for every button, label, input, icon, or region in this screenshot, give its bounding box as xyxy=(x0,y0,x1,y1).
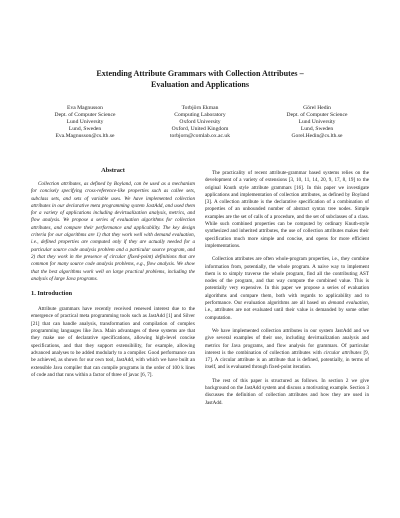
paper-title xyxy=(20,68,380,90)
paragraph-text: , i.e., attributes are not evaluated until their value is demanded by some other computation. xyxy=(205,300,370,321)
intro-paragraph-2: The practicality of recent attribute-grammar based systems relies on the development of a variety of extensions [3, 10, 11, 14, 20, 9, 17, 8, 19] to the original Knuth style attribute grammars [16]. In this paper we investigate applications and implementation of collection attributes, as defined by Boyland [3]. A collection attribute is the declarative specification of a combination of properties of an unbounded number of abstract syntax tree nodes. Simple examples are the set of calls of a procedure, and the set of subclasses of a class. While such combined properties can be computed by ordinary Knuth-style synthesized and inherited attributes, the use of collection attributes makes their specification much more simple and concise, and opens for more efficient implementations. xyxy=(205,170,369,249)
title-line-2: Evaluation and Applications xyxy=(150,80,250,89)
author-3 xyxy=(262,105,372,140)
author-location: Lund, Sweden xyxy=(300,126,334,133)
title-line-1: Extending Attribute Grammars with Collection Attributes – xyxy=(96,69,304,78)
author-name: Torbjörn Ekman xyxy=(181,105,219,111)
left-column xyxy=(31,165,195,383)
paragraph-text: Collection attributes are often whole-program properties, i.e., they combine information from, potentially, the whole program. A naive way to implement them is to simply traverse the whole program, find all the contributing AST nodes of the program, and that way compute the combined value. This is potentially very expensive. In this paper we propose a series of evaluation algorithms and compare them, both with regards to applicability and to performance. Our evaluation algorithms are all based on xyxy=(205,256,369,307)
intro-paragraph-1: Attribute grammars have recently received renewed interest due to the emergence of practical meta programming tools such as JastAdd [1] and Silver [21] that can handle analysis, transformation and compilation of complex programming languages like Java. Main advantages of these systems are that they make use of declarative specifications, allowing high-level concise specifications, and that they support extensibility, for example, allowing advanced analyses to be added modularly to a compiler. Good performance can be achieved, as shown for our own tool, JastAdd, with which we have built an extensible Java compiler that can compile programs in the order of 100 k lines of code and that runs within a factor of three of javac [6, 7]. xyxy=(31,306,195,378)
author-location: Lund, Sweden xyxy=(68,126,102,133)
author-location: Oxford, United Kingdom xyxy=(171,126,229,133)
author-name: Görel Hedin xyxy=(303,105,331,111)
author-1 xyxy=(30,105,140,140)
intro-paragraph-3 xyxy=(205,256,369,322)
section-heading-introduction: 1. Introduction xyxy=(31,290,73,298)
author-department: Dept. of Computer Science xyxy=(286,112,348,119)
paragraph-text: We have implemented collection attributes in our system JastAdd and we give several examples of their use, including devirtualization analysis and metrics for Java programs, and flow analysis for grammars. Of particular interest is the combination of collection attributes with xyxy=(205,327,369,356)
author-email: torbjorn@comlab.ox.ac.uk xyxy=(170,133,230,140)
author-organization: Lund University xyxy=(66,119,104,126)
author-block xyxy=(0,105,400,145)
abstract-heading: Abstract xyxy=(101,167,125,174)
abstract-text: Collection attributes, as defined by Boyland, can be used as a mechanism for concisely specifying cross-reference-like properties such as callee sets, subclass sets, and sets of variable uses. We have implemented collection attributes in our declarative meta programming system JastAdd, and used them for a variety of applications including devirtualization analysis, metrics, and flow analysis. We propose a series of evaluation algorithms for collection attributes, and compare their performance and applicability. The key design criteria for our algorithms are 1) that they work well with demand evaluation, i.e., defined properties are computed only if they are actually needed for a particular source code analysis problem and a particular source program, and 2) that they work in the presence of circular (fixed-point) definitions that are common for many source code analysis problems, e.g., flow analysis. We show that the best algorithms work well on large practical problems, including the analysis of large Java programs. xyxy=(31,181,195,282)
paragraph-text: [9, 17]. A circular attribute is an attribute that is defined, potentially, in terms of itself, and is evaluated through fixed-point iteration. xyxy=(205,349,369,371)
intro-paragraph-4 xyxy=(205,328,369,372)
emphasized-term: demand evaluation xyxy=(327,300,368,307)
author-2 xyxy=(145,105,255,140)
author-email: Eva.Magnusson@cs.lth.se xyxy=(55,133,115,140)
author-email: Gorel.Hedin@cs.lth.se xyxy=(291,133,343,140)
author-name: Eva Magnusson xyxy=(67,105,103,111)
intro-paragraph-5: The rest of this paper is structured as follows. In section 2 we give background on the JastAdd system and discuss a motivating example. Section 3 discusses the definition of collection attributes and how they are used in JastAdd. xyxy=(205,377,369,406)
author-organization: Oxford University xyxy=(179,119,221,126)
author-organization: Lund University xyxy=(298,119,336,126)
right-column xyxy=(205,170,369,411)
emphasized-term: circular attributes xyxy=(323,349,362,356)
author-department: Dept. of Computer Science xyxy=(54,112,116,119)
author-department: Computing Laboratory xyxy=(174,112,226,119)
